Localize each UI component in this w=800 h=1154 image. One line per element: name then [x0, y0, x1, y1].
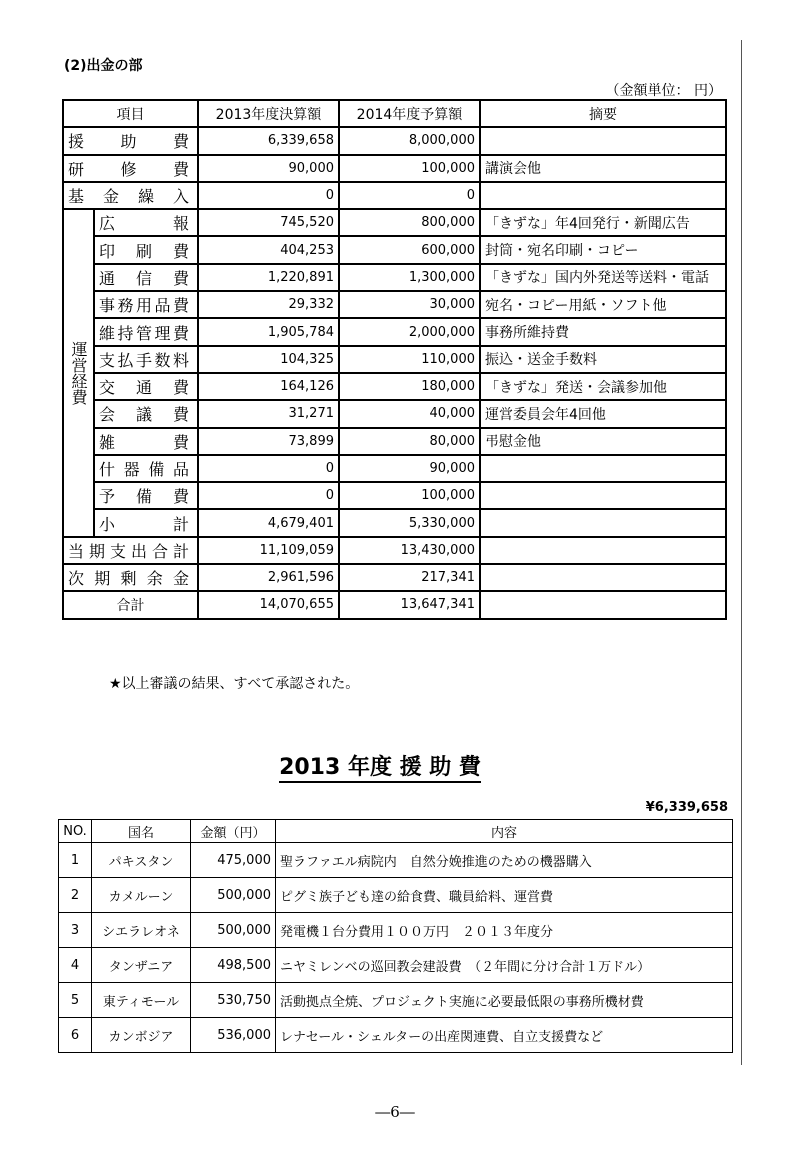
aid-no: 2 [59, 878, 92, 913]
expense-note: 「きずな」発送・会議参加他 [480, 373, 726, 400]
amount-2013: 4,679,401 [198, 509, 339, 536]
aid-no: 4 [59, 948, 92, 983]
page-margin-rule [741, 40, 742, 1065]
aid-country: 東ティモール [92, 983, 191, 1018]
aid-row [59, 948, 733, 983]
expense-label: 事務用品費 [94, 291, 198, 318]
group-label-text: 運営経費 [69, 340, 88, 405]
amount-2013: 14,070,655 [198, 591, 339, 618]
aid-table [58, 819, 733, 1053]
expense-row [63, 537, 726, 564]
amount-2013: 90,000 [198, 155, 339, 182]
expense-row [63, 373, 726, 400]
aid-content: 活動拠点全焼、プロジェクト実施に必要最低限の事務所機材費 [276, 983, 733, 1018]
expense-note: 弔慰金他 [480, 428, 726, 455]
aid-header-content: 内容 [276, 820, 733, 843]
expense-label: 基金繰入 [63, 182, 198, 209]
expense-note: 「きずな」国内外発送等送料・電話 [480, 264, 726, 291]
amount-2013: 29,332 [198, 291, 339, 318]
aid-amount: 500,000 [191, 913, 276, 948]
header-2014: 2014年度予算額 [339, 100, 480, 127]
amount-2014: 30,000 [339, 291, 480, 318]
amount-2013: 745,520 [198, 209, 339, 236]
expense-note [480, 564, 726, 591]
amount-2014: 0 [339, 182, 480, 209]
aid-content: ピグミ族子ども達の給食費、職員給料、運営費 [276, 878, 733, 913]
expense-note: 「きずな」年4回発行・新聞広告 [480, 209, 726, 236]
group-label-operating [63, 209, 94, 537]
amount-2014: 5,330,000 [339, 509, 480, 536]
expense-note: 振込・送金手数料 [480, 346, 726, 373]
amount-2014: 100,000 [339, 155, 480, 182]
expense-label: 研修費 [63, 155, 198, 182]
expense-row [63, 155, 726, 182]
amount-2014: 1,300,000 [339, 264, 480, 291]
expense-row [63, 264, 726, 291]
aid-no: 3 [59, 913, 92, 948]
expense-row [63, 428, 726, 455]
expense-note [480, 509, 726, 536]
amount-2014: 13,647,341 [339, 591, 480, 618]
expense-note [480, 127, 726, 154]
aid-title: 2013 年度 援 助 費 [0, 750, 760, 781]
expense-table [62, 99, 727, 620]
aid-row [59, 913, 733, 948]
expense-row [63, 482, 726, 509]
expense-header-row [63, 100, 726, 127]
aid-amount: 475,000 [191, 843, 276, 878]
header-item: 項目 [63, 100, 198, 127]
amount-2014: 8,000,000 [339, 127, 480, 154]
expense-label: 交通費 [94, 373, 198, 400]
expense-row [63, 182, 726, 209]
amount-2014: 180,000 [339, 373, 480, 400]
amount-2013: 164,126 [198, 373, 339, 400]
aid-row [59, 1018, 733, 1053]
aid-header-country: 国名 [92, 820, 191, 843]
expense-note: 講演会他 [480, 155, 726, 182]
amount-2013: 73,899 [198, 428, 339, 455]
aid-header-no: NO. [59, 820, 92, 843]
expense-label: 次期剰余金 [63, 564, 198, 591]
expense-label: 予備費 [94, 482, 198, 509]
amount-2013: 0 [198, 482, 339, 509]
amount-2014: 90,000 [339, 455, 480, 482]
aid-amount: 536,000 [191, 1018, 276, 1053]
aid-country: カメルーン [92, 878, 191, 913]
aid-row [59, 983, 733, 1018]
expense-row [63, 291, 726, 318]
expense-label: 印刷費 [94, 236, 198, 263]
amount-2013: 31,271 [198, 400, 339, 427]
expense-note: 封筒・宛名印刷・コピー [480, 236, 726, 263]
aid-content: ニヤミレンベの巡回教会建設費 （２年間に分け合計１万ドル） [276, 948, 733, 983]
expense-row [63, 455, 726, 482]
expense-label: 維持管理費 [94, 318, 198, 345]
expense-note [480, 182, 726, 209]
unit-note: （金額単位： 円） [605, 83, 722, 99]
amount-2013: 104,325 [198, 346, 339, 373]
amount-2014: 13,430,000 [339, 537, 480, 564]
expense-row [63, 127, 726, 154]
amount-2013: 1,905,784 [198, 318, 339, 345]
expense-row [63, 346, 726, 373]
expense-row [63, 591, 726, 618]
aid-header-row [59, 820, 733, 843]
page-number: ―6― [375, 1103, 415, 1121]
expense-row [63, 564, 726, 591]
aid-row [59, 878, 733, 913]
expense-label: 援助費 [63, 127, 198, 154]
aid-row [59, 843, 733, 878]
aid-no: 1 [59, 843, 92, 878]
expense-label: 会議費 [94, 400, 198, 427]
expense-note: 事務所維持費 [480, 318, 726, 345]
header-note: 摘要 [480, 100, 726, 127]
expense-row [63, 509, 726, 536]
amount-2013: 11,109,059 [198, 537, 339, 564]
amount-2013: 0 [198, 182, 339, 209]
aid-country: タンザニア [92, 948, 191, 983]
expense-row [63, 209, 726, 236]
amount-2014: 100,000 [339, 482, 480, 509]
aid-country: パキスタン [92, 843, 191, 878]
aid-amount: 530,750 [191, 983, 276, 1018]
amount-2013: 404,253 [198, 236, 339, 263]
amount-2014: 800,000 [339, 209, 480, 236]
aid-amount: 498,500 [191, 948, 276, 983]
aid-content: 聖ラファエル病院内 自然分娩推進のための機器購入 [276, 843, 733, 878]
expense-note: 運営委員会年4回他 [480, 400, 726, 427]
header-2013: 2013年度決算額 [198, 100, 339, 127]
aid-total-amount: ¥6,339,658 [645, 800, 728, 815]
aid-no: 5 [59, 983, 92, 1018]
expense-label: 支払手数料 [94, 346, 198, 373]
aid-country: カンボジア [92, 1018, 191, 1053]
expense-label: 広報 [94, 209, 198, 236]
amount-2014: 40,000 [339, 400, 480, 427]
aid-no: 6 [59, 1018, 92, 1053]
amount-2014: 2,000,000 [339, 318, 480, 345]
expense-note: 宛名・コピー用紙・ソフト他 [480, 291, 726, 318]
expense-label: 雑費 [94, 428, 198, 455]
approval-note: ★以上審議の結果、すべて承認された。 [109, 676, 360, 692]
amount-2014: 217,341 [339, 564, 480, 591]
aid-content: レナセール・シェルターの出産関連費、自立支援費など [276, 1018, 733, 1053]
expense-label: 什器備品 [94, 455, 198, 482]
amount-2013: 0 [198, 455, 339, 482]
amount-2014: 600,000 [339, 236, 480, 263]
aid-country: シエラレオネ [92, 913, 191, 948]
aid-header-amount: 金額（円） [191, 820, 276, 843]
amount-2013: 6,339,658 [198, 127, 339, 154]
expense-label: 小計 [94, 509, 198, 536]
expense-label: 通信費 [94, 264, 198, 291]
aid-content: 発電機１台分費用１００万円 ２０１３年度分 [276, 913, 733, 948]
expense-row [63, 318, 726, 345]
expense-note [480, 537, 726, 564]
section-title: (2)出金の部 [64, 58, 143, 74]
expense-label: 合計 [63, 591, 198, 618]
amount-2014: 110,000 [339, 346, 480, 373]
aid-amount: 500,000 [191, 878, 276, 913]
expense-note [480, 455, 726, 482]
expense-note [480, 482, 726, 509]
expense-note [480, 591, 726, 618]
expense-row [63, 400, 726, 427]
amount-2013: 1,220,891 [198, 264, 339, 291]
amount-2014: 80,000 [339, 428, 480, 455]
expense-label: 当期支出合計 [63, 537, 198, 564]
amount-2013: 2,961,596 [198, 564, 339, 591]
expense-row [63, 236, 726, 263]
